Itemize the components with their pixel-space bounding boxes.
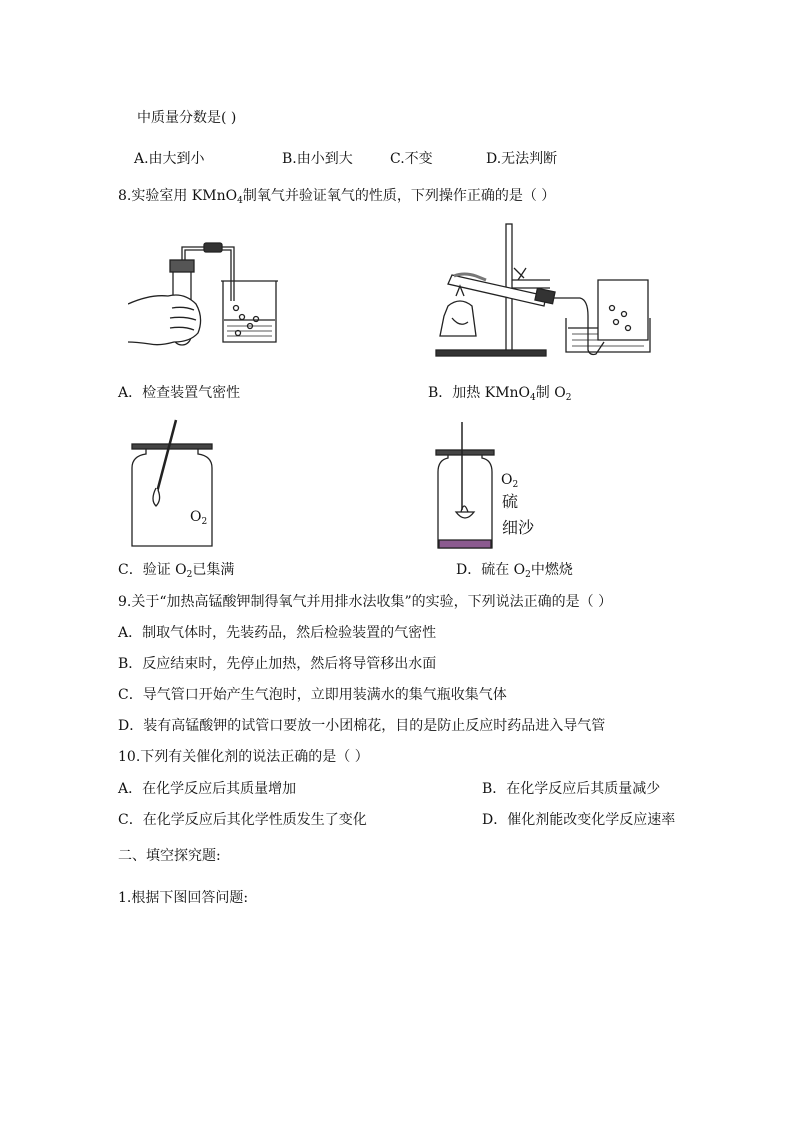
illustration-verify-full — [126, 418, 218, 550]
q10-option-d: D．催化剂能改变化学反应速率 — [482, 812, 676, 828]
q8-caption-d-pre: D．硫在 O — [456, 562, 526, 578]
q7-stem-tail: 中质量分数是( ) — [137, 110, 237, 126]
label-d-o: O — [501, 472, 513, 488]
q7-option-d: D.无法判断 — [486, 151, 558, 167]
q8-caption-b-pre: B．加热 KMnO — [428, 385, 531, 401]
label-c-sub: 2 — [201, 517, 208, 527]
q7-option-b: B.由小到大 — [282, 151, 353, 167]
q8-caption-c — [118, 561, 234, 579]
label-c-o2 — [190, 508, 207, 526]
q8-caption-b-mid: 制 O — [535, 385, 566, 401]
q8-caption-c-pre: C．验证 O — [118, 562, 187, 578]
illustration-airtightness — [128, 238, 278, 350]
section-2-title: 二、填空探究题: — [118, 848, 221, 864]
q7-option-a: A.由大到小 — [134, 151, 205, 167]
label-d-sub: 2 — [512, 480, 519, 490]
q8-caption-b-sub1: 4 — [530, 393, 536, 403]
q9-option-d: D．装有高锰酸钾的试管口要放一小团棉花，目的是防止反应时药品进入导气管 — [118, 718, 606, 734]
q10-option-b: B．在化学反应后其质量减少 — [482, 781, 661, 797]
q7-option-c: C.不变 — [390, 151, 433, 167]
q8-caption-d-post: 中燃烧 — [530, 562, 573, 578]
q8-caption-b-sub2: 2 — [565, 393, 572, 403]
illustration-sulfur-burning — [434, 420, 496, 550]
q9-stem: 9.关于“加热高锰酸钾制得氧气并用排水法收集”的实验，下列说法正确的是（ ） — [118, 594, 613, 610]
label-d-sulfur: 硫 — [502, 492, 519, 511]
q8-stem-pre: 8.实验室用 KMnO — [118, 188, 238, 204]
q8-stem — [118, 187, 555, 205]
q8-caption-d-sub: 2 — [525, 570, 531, 580]
label-c-o: O — [190, 509, 202, 525]
q8-caption-c-sub: 2 — [186, 570, 193, 580]
q9-option-a: A．制取气体时，先装药品，然后检验装置的气密性 — [118, 625, 437, 641]
q10-option-a: A．在化学反应后其质量增加 — [118, 781, 297, 797]
illustration-heating-apparatus — [430, 218, 662, 360]
q8-caption-a: A．检查装置气密性 — [118, 385, 241, 401]
q9-option-b: B．反应结束时，先停止加热，然后将导管移出水面 — [118, 656, 437, 672]
label-d-o2 — [501, 471, 518, 489]
q8-stem-post: 制氧气并验证氧气的性质，下列操作正确的是（ ） — [242, 188, 556, 204]
q8-caption-b — [428, 384, 571, 402]
q9-option-c: C．导气管口开始产生气泡时，立即用装满水的集气瓶收集气体 — [118, 687, 507, 703]
q10-stem: 10.下列有关催化剂的说法正确的是（ ） — [118, 749, 369, 765]
q8-caption-c-post: 已集满 — [192, 562, 235, 578]
label-d-sand: 细沙 — [502, 518, 535, 537]
q10-option-c: C．在化学反应后其化学性质发生了变化 — [118, 812, 367, 828]
problem-1-stem: 1.根据下图回答问题: — [118, 890, 249, 906]
q8-caption-d — [456, 561, 573, 579]
q8-stem-sub: 4 — [237, 196, 243, 206]
